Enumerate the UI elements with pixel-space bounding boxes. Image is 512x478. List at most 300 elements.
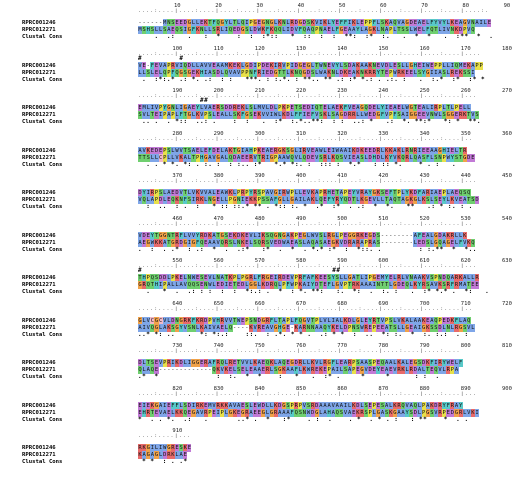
- residue: W: [191, 275, 196, 281]
- position-number: 440: [460, 173, 471, 179]
- residue: L: [278, 112, 282, 118]
- residue: L: [315, 69, 319, 76]
- residue: A: [220, 275, 224, 281]
- residue: D: [343, 239, 348, 246]
- position-number: 280: [172, 130, 183, 137]
- residue: L: [224, 324, 228, 331]
- residue: E: [154, 409, 159, 416]
- residue: G: [339, 27, 344, 33]
- residue: L: [380, 147, 385, 154]
- residue: S: [306, 402, 311, 409]
- residue: T: [146, 360, 150, 366]
- consensus-symbols: . . * *. *: . :. : : :.. :* *.* *:. : ::: : *.* : :: *. * . : .: [138, 160, 465, 168]
- residue: P: [479, 62, 483, 69]
- consensus-symbols: ..* *: .. . *: *:.: ::. : .*. * * . .: * * : .. *: :. * :. :.: . :: [138, 330, 469, 338]
- residue: A: [138, 239, 142, 246]
- residue: S: [430, 409, 434, 416]
- residue: Q: [183, 409, 187, 416]
- residue: M: [142, 105, 146, 111]
- residue: P: [241, 275, 245, 281]
- residue: E: [442, 317, 446, 324]
- residue: L: [323, 232, 327, 239]
- residue: E: [401, 282, 405, 288]
- position-number: 110: [213, 45, 224, 52]
- residue: K: [228, 62, 233, 69]
- residue: G: [237, 147, 241, 154]
- residue: L: [282, 27, 286, 33]
- residue: V: [245, 360, 249, 366]
- residue: V: [200, 190, 204, 196]
- residue: L: [421, 27, 426, 33]
- residue: A: [298, 324, 302, 331]
- position-number: 390: [254, 173, 265, 179]
- residue: P: [389, 112, 393, 118]
- residue: K: [311, 360, 315, 366]
- residue: D: [315, 282, 319, 288]
- residue: A: [384, 402, 389, 409]
- residue: P: [154, 190, 159, 196]
- residue: L: [150, 69, 154, 76]
- residue: A: [331, 105, 335, 111]
- residue: K: [389, 147, 393, 154]
- residue: G: [409, 112, 413, 118]
- residue: F: [294, 317, 298, 324]
- residue: A: [384, 324, 389, 331]
- residue: T: [150, 112, 154, 118]
- residue: V: [241, 360, 245, 366]
- residue: A: [384, 367, 389, 373]
- residue: E: [302, 190, 307, 196]
- position-number: 460: [172, 215, 183, 222]
- residue: E: [471, 154, 475, 161]
- residue: G: [438, 147, 442, 154]
- residue: P: [454, 105, 459, 111]
- residue: W: [393, 69, 397, 76]
- residue: I: [224, 27, 228, 33]
- residue: K: [397, 360, 401, 366]
- sequence-label: RPRC001246: [22, 402, 56, 409]
- residue: P: [438, 105, 442, 111]
- residue: N: [319, 27, 323, 33]
- residue: R: [458, 409, 463, 416]
- residue: V: [393, 154, 397, 161]
- residue: S: [384, 409, 389, 416]
- residue: L: [274, 360, 278, 366]
- residue: -: [393, 239, 397, 246]
- residue: V: [261, 105, 265, 111]
- residue: Y: [163, 105, 167, 111]
- residue: Y: [389, 154, 393, 161]
- residue: S: [158, 190, 163, 196]
- residue: A: [323, 69, 327, 76]
- residue: N: [372, 62, 376, 69]
- residue: K: [195, 317, 200, 324]
- residue: K: [171, 452, 175, 458]
- residue: F: [208, 147, 212, 154]
- residue: P: [241, 69, 245, 76]
- residue: Q: [212, 367, 216, 373]
- position-number: 220: [296, 88, 306, 94]
- residue: D: [257, 317, 261, 324]
- residue: V: [146, 317, 150, 324]
- residue: K: [401, 69, 405, 76]
- residue: E: [237, 409, 241, 416]
- residue: D: [183, 20, 187, 26]
- residue: L: [339, 62, 344, 69]
- residue: G: [352, 232, 356, 239]
- residue: V: [208, 275, 212, 281]
- residue: R: [360, 409, 364, 416]
- residue: Q: [467, 317, 471, 324]
- residue: F: [191, 317, 196, 324]
- residue: Q: [454, 62, 459, 69]
- residue: E: [458, 105, 463, 111]
- residue: K: [438, 282, 442, 288]
- residue: A: [138, 147, 142, 154]
- residue: K: [401, 317, 405, 324]
- residue: K: [216, 367, 220, 373]
- residue: Q: [146, 282, 150, 288]
- sequence-label: RPRC001246: [22, 275, 56, 281]
- residue: H: [278, 324, 282, 331]
- residue: K: [195, 27, 200, 33]
- residue: A: [413, 317, 417, 324]
- residue: K: [401, 367, 405, 373]
- residue: K: [290, 232, 294, 239]
- ruler-ticks: ....:....|...: [138, 434, 192, 439]
- residue: Y: [195, 105, 200, 111]
- residue: E: [245, 239, 249, 246]
- residue: I: [265, 154, 270, 161]
- residue: A: [356, 154, 360, 161]
- residue: Y: [249, 190, 253, 196]
- residue: W: [274, 112, 278, 118]
- residue: -: [187, 367, 191, 373]
- residue: I: [479, 20, 483, 26]
- residue: L: [195, 324, 200, 331]
- residue: S: [142, 27, 146, 33]
- residue: A: [368, 282, 372, 288]
- residue: T: [384, 282, 389, 288]
- residue: L: [430, 232, 434, 239]
- residue: I: [331, 317, 335, 324]
- residue: E: [146, 232, 150, 239]
- position-number: 450: [502, 173, 512, 179]
- consensus-symbols: . : . .* : .: * . .:* :* . * . *.* :* : *::. . : :.** * *..: [138, 245, 477, 253]
- residue: D: [237, 232, 241, 239]
- residue: L: [409, 27, 413, 33]
- residue: S: [397, 62, 401, 69]
- residue: D: [294, 360, 298, 366]
- residue: W: [163, 445, 167, 451]
- residue: L: [175, 452, 179, 458]
- position-number: 310: [296, 130, 306, 137]
- residue: A: [323, 27, 327, 33]
- residue: R: [352, 282, 356, 288]
- residue: R: [376, 147, 381, 154]
- residue: L: [405, 360, 409, 366]
- residue: G: [154, 317, 159, 324]
- residue: L: [204, 197, 208, 203]
- residue: R: [446, 367, 450, 373]
- residue: P: [315, 27, 319, 33]
- residue: E: [241, 154, 245, 161]
- residue: -: [163, 367, 167, 373]
- residue: A: [290, 367, 294, 373]
- residue: -: [389, 232, 393, 239]
- residue: G: [290, 360, 294, 366]
- position-number: 410: [337, 173, 348, 179]
- residue: V: [302, 402, 307, 409]
- residue: F: [458, 239, 463, 246]
- residue: A: [442, 232, 446, 239]
- residue: Q: [282, 360, 286, 366]
- residue: T: [380, 69, 385, 76]
- residue: Q: [228, 324, 233, 331]
- ruler-ticks: ....:....|....:....|....:....|....:....|....:....|....:....|....:....|....:....|...: [138, 264, 478, 269]
- residue: S: [249, 317, 253, 324]
- residue: E: [368, 324, 372, 331]
- residue: G: [154, 402, 159, 409]
- residue: L: [430, 154, 434, 161]
- residue: L: [253, 232, 257, 239]
- residue: Q: [302, 27, 307, 33]
- residue: G: [191, 239, 196, 246]
- residue: V: [154, 105, 159, 111]
- residue: A: [282, 317, 286, 324]
- residue: G: [421, 324, 426, 331]
- residue: -: [150, 20, 154, 26]
- position-number: 400: [296, 173, 306, 179]
- residue: T: [467, 112, 471, 118]
- residue: Q: [191, 282, 196, 288]
- residue: E: [191, 69, 196, 76]
- residue: P: [397, 190, 401, 196]
- residue: L: [265, 105, 270, 111]
- residue: S: [421, 154, 426, 161]
- residue: I: [434, 69, 438, 76]
- residue: E: [327, 239, 331, 246]
- residue: M: [257, 105, 261, 111]
- residue: L: [286, 197, 290, 203]
- residue: W: [290, 282, 294, 288]
- consensus-row: [0, 331, 474, 339]
- residue: L: [343, 275, 348, 281]
- residue: L: [175, 112, 179, 118]
- residue: H: [146, 27, 150, 33]
- residue: E: [360, 20, 364, 26]
- residue: A: [339, 402, 344, 409]
- residue: N: [438, 154, 442, 161]
- consensus-label: Clustal Cons: [22, 119, 63, 125]
- residue: E: [397, 105, 401, 111]
- residue: R: [356, 239, 360, 246]
- residue: I: [331, 147, 335, 154]
- residue: G: [306, 62, 311, 69]
- residue: E: [389, 367, 393, 373]
- residue: R: [458, 112, 463, 118]
- position-number: 360: [502, 130, 512, 137]
- residue: N: [253, 317, 257, 324]
- residue: K: [364, 69, 368, 76]
- residue: Q: [294, 409, 298, 416]
- residue: P: [348, 324, 352, 331]
- residue: P: [364, 239, 368, 246]
- residue: P: [475, 62, 479, 69]
- residue: S: [356, 324, 360, 331]
- residue: G: [339, 112, 344, 118]
- residue: P: [257, 197, 261, 203]
- residue: K: [146, 147, 150, 154]
- residue: E: [352, 105, 356, 111]
- residue: A: [150, 197, 154, 203]
- residue: G: [393, 409, 397, 416]
- residue: P: [228, 197, 233, 203]
- residue: D: [306, 105, 311, 111]
- residue: L: [426, 20, 430, 26]
- residue: -: [191, 367, 196, 373]
- residue: L: [417, 197, 422, 203]
- residue: A: [163, 62, 167, 69]
- residue: G: [426, 409, 430, 416]
- residue: T: [138, 275, 142, 281]
- residue: D: [163, 452, 167, 458]
- residue: I: [158, 282, 163, 288]
- residue: L: [294, 190, 298, 196]
- residue: G: [183, 239, 187, 246]
- residue: F: [257, 275, 261, 281]
- residue: G: [171, 239, 175, 246]
- residue: E: [389, 275, 393, 281]
- residue: V: [343, 154, 348, 161]
- residue: A: [458, 20, 463, 26]
- residue: I: [241, 197, 245, 203]
- residue: V: [200, 409, 204, 416]
- residue: L: [376, 27, 381, 33]
- residue: Q: [150, 275, 154, 281]
- residue: I: [146, 190, 150, 196]
- residue: E: [458, 197, 463, 203]
- residue: D: [356, 147, 360, 154]
- residue: R: [249, 275, 253, 281]
- residue: L: [405, 367, 409, 373]
- residue: I: [348, 154, 352, 161]
- residue: -: [146, 20, 150, 26]
- residue: D: [187, 62, 191, 69]
- residue: L: [454, 360, 459, 366]
- residue: E: [261, 324, 265, 331]
- residue: A: [323, 409, 327, 416]
- residue: T: [171, 232, 175, 239]
- residue: A: [232, 69, 237, 76]
- residue: A: [228, 402, 233, 409]
- residue: V: [138, 232, 142, 239]
- residue: A: [220, 190, 224, 196]
- residue: P: [442, 154, 446, 161]
- residue: A: [306, 27, 311, 33]
- residue: S: [426, 239, 430, 246]
- residue: F: [339, 20, 344, 26]
- residue: T: [183, 112, 187, 118]
- residue: L: [302, 239, 307, 246]
- residue: G: [463, 20, 467, 26]
- residue: L: [339, 275, 344, 281]
- residue: P: [163, 282, 167, 288]
- residue: K: [154, 239, 159, 246]
- residue: P: [389, 27, 393, 33]
- residue: Y: [376, 69, 381, 76]
- residue: V: [163, 317, 167, 324]
- residue: W: [175, 147, 179, 154]
- residue: V: [306, 317, 311, 324]
- residue: G: [245, 112, 249, 118]
- consensus-symbols: .* * : :. * * : * . :* . * * : : .: [138, 373, 461, 380]
- residue: K: [393, 402, 397, 409]
- residue: F: [195, 239, 200, 246]
- residue: R: [426, 190, 430, 196]
- residue: V: [467, 324, 471, 331]
- residue: G: [278, 367, 282, 373]
- consensus-symbols: . * . .: : : : : *:.: . * : *. **: :. *: . :. : . :* *.* . *: .: [138, 288, 490, 295]
- residue: F: [179, 232, 183, 239]
- residue: G: [302, 69, 307, 76]
- residue: I: [245, 20, 249, 26]
- consensus-row: [0, 161, 474, 169]
- residue: A: [430, 317, 434, 324]
- residue: P: [195, 154, 200, 161]
- residue: K: [142, 445, 146, 451]
- residue: E: [335, 105, 339, 111]
- residue: L: [191, 112, 196, 118]
- residue: A: [158, 402, 163, 409]
- residue: L: [290, 112, 294, 118]
- residue: V: [158, 360, 163, 366]
- residue: A: [286, 367, 290, 373]
- residue: F: [183, 197, 187, 203]
- residue: I: [335, 367, 339, 373]
- residue: L: [302, 360, 307, 366]
- residue: G: [282, 402, 286, 409]
- position-number: 520: [419, 215, 430, 222]
- residue: A: [463, 317, 467, 324]
- residue: P: [163, 154, 167, 161]
- residue: I: [158, 112, 163, 118]
- residue: E: [154, 367, 159, 373]
- residue: R: [368, 239, 372, 246]
- sequence-label: RPRC012271: [22, 452, 56, 458]
- ruler-ticks: ....:....|....:....|....:....|....:....|....:....|....:....|....:....|....:....|..: [138, 136, 474, 142]
- ruler-ticks: ....:....|....:....|....:....|....:....|....:....|....:....|....:....|....:....|...: [138, 179, 478, 184]
- residue: A: [335, 112, 339, 118]
- residue: D: [204, 232, 208, 239]
- residue: V: [158, 409, 163, 416]
- residue: L: [442, 62, 446, 69]
- residue: R: [372, 69, 376, 76]
- residue: W: [286, 154, 290, 161]
- residue: E: [167, 409, 171, 416]
- residue: P: [245, 190, 249, 196]
- residue: T: [356, 275, 360, 281]
- residue: V: [339, 282, 344, 288]
- residue: R: [413, 147, 417, 154]
- residue: A: [208, 190, 212, 196]
- position-number: 490: [296, 215, 306, 222]
- residue: Q: [458, 190, 463, 196]
- residue: E: [315, 367, 319, 373]
- residue: Q: [335, 154, 339, 161]
- residue: Q: [335, 409, 339, 416]
- residue: F: [430, 360, 434, 366]
